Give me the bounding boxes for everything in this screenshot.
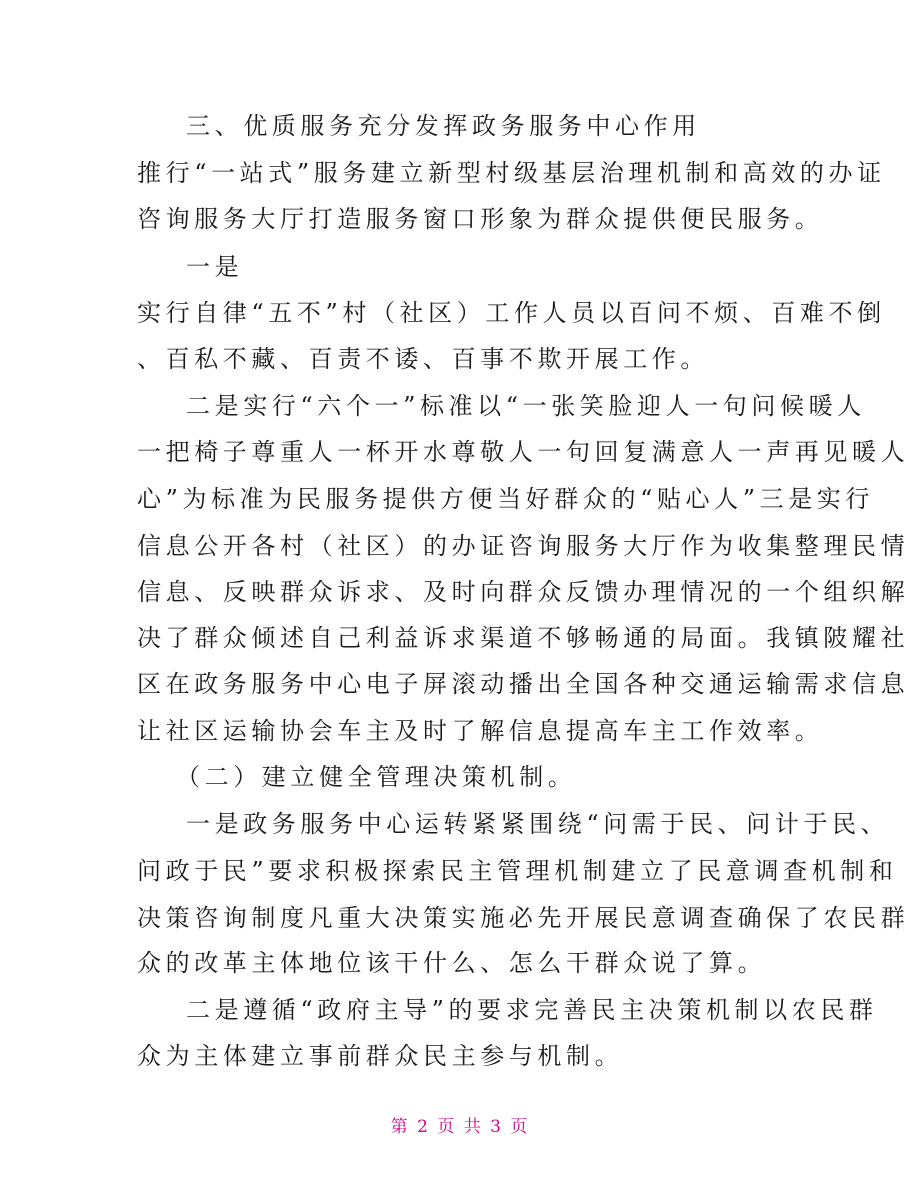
subsection-heading: （二）建立健全管理决策机制。 [176, 763, 577, 791]
paragraph-line: 众为主体建立事前群众民主参与机制。 [137, 1042, 624, 1070]
paragraph-line: 信息公开各村（社区）的办证咨询服务大厅作为收集整理民情 [137, 532, 910, 560]
paragraph-line: 一是 [186, 253, 244, 281]
paragraph-line: 一是政务服务中心运转紧紧围绕“问需于民、问计于民、 [186, 810, 890, 838]
paragraph-line: 二是遵循“政府主导”的要求完善民主决策机制以农民群 [186, 996, 878, 1024]
paragraph-line: 让社区运输协会车主及时了解信息提高车主工作效率。 [137, 717, 824, 745]
page-number: 第 2 页 共 3 页 [390, 1117, 530, 1137]
paragraph-line: 决策咨询制度凡重大决策实施必先开展民意调查确保了农民群 [137, 904, 910, 932]
paragraph-line: 区在政务服务中心电子屏滚动播出全国各种交通运输需求信息 [137, 670, 910, 698]
paragraph-line: 咨询服务大厅打造服务窗口形象为群众提供便民服务。 [137, 205, 824, 233]
paragraph-line: 问政于民”要求积极探索民主管理机制建立了民意调查机制和 [137, 857, 898, 885]
paragraph-line: 实行自律“五不”村（社区）工作人员以百问不烦、百难不倒 [137, 299, 886, 327]
paragraph-line: 一把椅子尊重人一杯开水尊敬人一句回复满意人一声再见暖人 [137, 438, 910, 466]
section-heading: 三、优质服务充分发挥政务服务中心作用 [186, 112, 701, 140]
paragraph-line: 众的改革主体地位该干什么、怎么干群众说了算。 [137, 949, 767, 977]
paragraph-line: 心”为标准为民服务提供方便当好群众的“贴心人”三是实行 [137, 485, 875, 513]
paragraph-line: 决了群众倾述自己利益诉求渠道不够畅通的局面。我镇陂耀社 [137, 624, 910, 652]
paragraph-line: 、百私不藏、百责不诿、百事不欺开展工作。 [137, 345, 709, 373]
paragraph-line: 二是实行“六个一”标准以“一张笑脸迎人一句问候暖人 [186, 392, 866, 420]
paragraph-line: 推行“一站式”服务建立新型村级基层治理机制和高效的办证 [137, 159, 886, 187]
paragraph-line: 信息、反映群众诉求、及时向群众反馈办理情况的一个组织解 [137, 578, 910, 606]
